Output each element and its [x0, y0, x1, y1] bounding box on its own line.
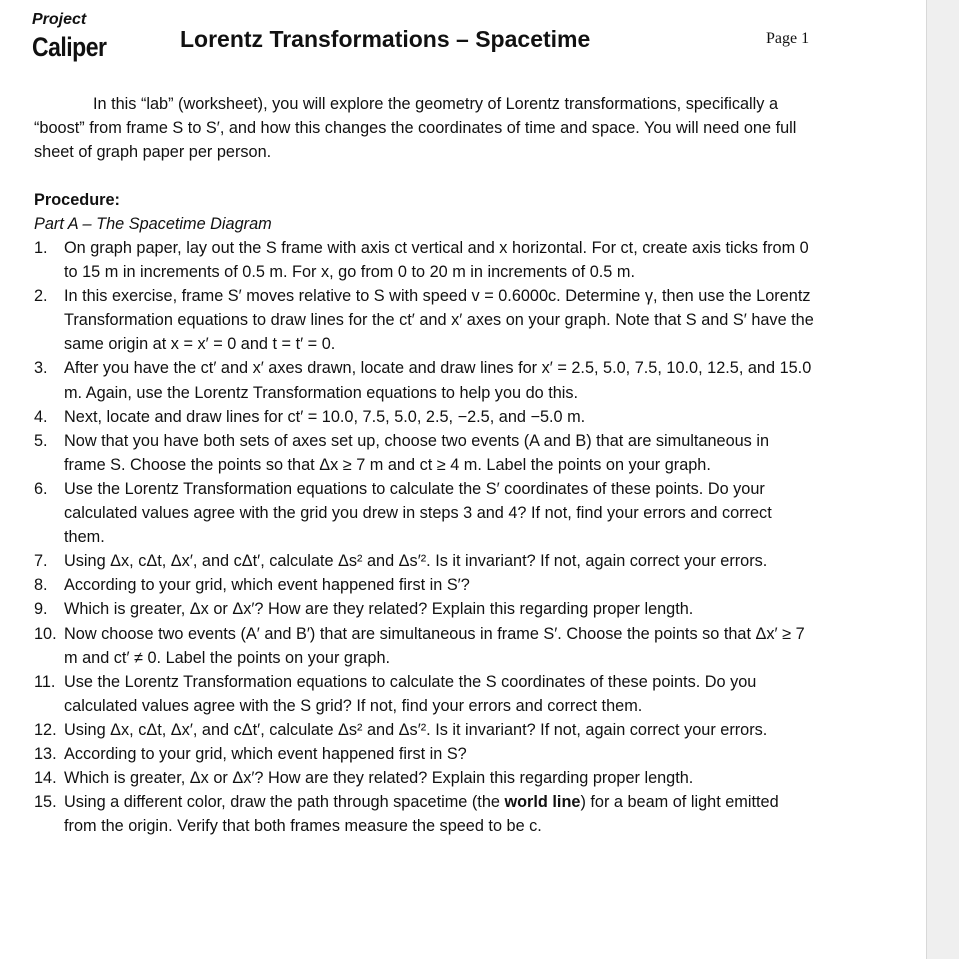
step-number: 15. [34, 793, 57, 812]
step-text: On graph paper, lay out the S frame with axis ct vertical and x horizontal. For ct, create axis ticks from 0 to 15 m in increments of 0.5 m. For x, go from 0 to 20 m in increments of 0.5 m. [64, 239, 809, 282]
step-text: Using Δx, cΔt, Δx′, and cΔt′, calculate Δs² and Δs′². Is it invariant? If not, again correct your errors. [64, 720, 768, 739]
list-item [34, 549, 814, 573]
side-gutter [926, 0, 959, 959]
brand-logo [32, 11, 107, 62]
list-item [34, 670, 814, 718]
step-text: Now choose two events (A′ and B′) that are simultaneous in frame S′. Choose the points so that Δx′ ≥ 7 m and ct′ ≠ 0. Label the points on your graph. [64, 624, 805, 667]
document-title: Lorentz Transformations – Spacetime [180, 26, 591, 52]
step-number: 14. [34, 769, 57, 788]
step-number: 2. [34, 287, 48, 306]
list-item [34, 622, 814, 670]
step-number: 12. [34, 720, 57, 739]
step-text: In this exercise, frame S′ moves relative to S with speed v = 0.6000c. Determine γ, then use the Lorentz Transformation equations to draw lines for the ct′ and x′ axes on your graph. Note that S and S′ have the same origin at x = x′ = 0 and t = t′ = 0. [64, 287, 814, 354]
step-number: 3. [34, 359, 48, 378]
intro-paragraph: In this “lab” (worksheet), you will explore the geometry of Lorentz transformations, specifically a “boost” from frame S to S′, and how this changes the coordinates of time and space. You will need one full sheet of graph paper per person. [34, 95, 797, 161]
list-item [34, 573, 814, 597]
step-number: 6. [34, 479, 48, 498]
procedure-steps-list [34, 236, 814, 838]
step-text: Use the Lorentz Transformation equations to calculate the S′ coordinates of these points. Do your calculated values agree with the grid you drew in steps 3 and 4? If not, find your errors and correct them. [64, 479, 772, 547]
step-number: 5. [34, 431, 48, 450]
step-text: According to your grid, which event happened first in S? [64, 744, 467, 763]
step-text: Now that you have both sets of axes set up, choose two events (A and B) that are simultaneous in frame S. Choose the points so that Δx ≥ 7 m and ct ≥ 4 m. Label the points on your graph. [64, 431, 770, 474]
step-text: Using Δx, cΔt, Δx′, and cΔt′, calculate Δs² and Δs′². Is it invariant? If not, again correct your errors. [64, 552, 768, 571]
step-number: 11. [34, 672, 56, 691]
step-number: 7. [34, 552, 48, 571]
brand-project-label: Project [32, 11, 87, 28]
list-item [34, 405, 814, 429]
list-item [34, 236, 814, 284]
step-number: 10. [34, 624, 57, 643]
list-item [34, 718, 814, 742]
list-item [34, 766, 814, 790]
step-number: 4. [34, 407, 48, 426]
procedure-heading: Procedure: [34, 191, 120, 209]
step-text: Which is greater, Δx or Δx′? How are they related? Explain this regarding proper length. [64, 600, 694, 619]
step-number: 1. [34, 239, 48, 257]
step-number: 13. [34, 744, 57, 763]
step-text-after: ) for a beam of light emitted from the origin. Verify that both frames measure the speed to be c. [64, 793, 779, 836]
step-text: Use the Lorentz Transformation equations to calculate the S coordinates of these points. Do you calculated values agree with the S grid? If not, find your errors and correct them. [64, 672, 757, 715]
brand-caliper-label: Caliper [32, 31, 107, 62]
step-number: 8. [34, 576, 48, 595]
part-a-heading: Part A – The Spacetime Diagram [34, 215, 272, 233]
list-item [34, 477, 814, 549]
list-item [34, 356, 814, 404]
list-item [34, 429, 814, 477]
step-text-bold: world line [504, 793, 581, 812]
page-number: Page 1 [766, 30, 810, 47]
list-item [34, 742, 814, 766]
list-item [34, 597, 814, 621]
step-text: According to your grid, which event happened first in S′? [64, 576, 470, 595]
step-number: 9. [34, 600, 48, 619]
step-text: Which is greater, Δx or Δx′? How are they related? Explain this regarding proper length. [64, 769, 694, 788]
list-item [34, 790, 814, 838]
step-text: Next, locate and draw lines for ct′ = 10.0, 7.5, 5.0, 2.5, −2.5, and −5.0 m. [64, 407, 586, 426]
list-item [34, 284, 814, 356]
step-text [64, 790, 814, 838]
step-text: After you have the ct′ and x′ axes drawn, locate and draw lines for x′ = 2.5, 5.0, 7.5, 10.0, 12.5, and 15.0 m. Again, use the Lorentz Transformation equations to help you do this. [64, 359, 812, 402]
step-text-before: Using a different color, draw the path through spacetime (the [64, 793, 505, 812]
